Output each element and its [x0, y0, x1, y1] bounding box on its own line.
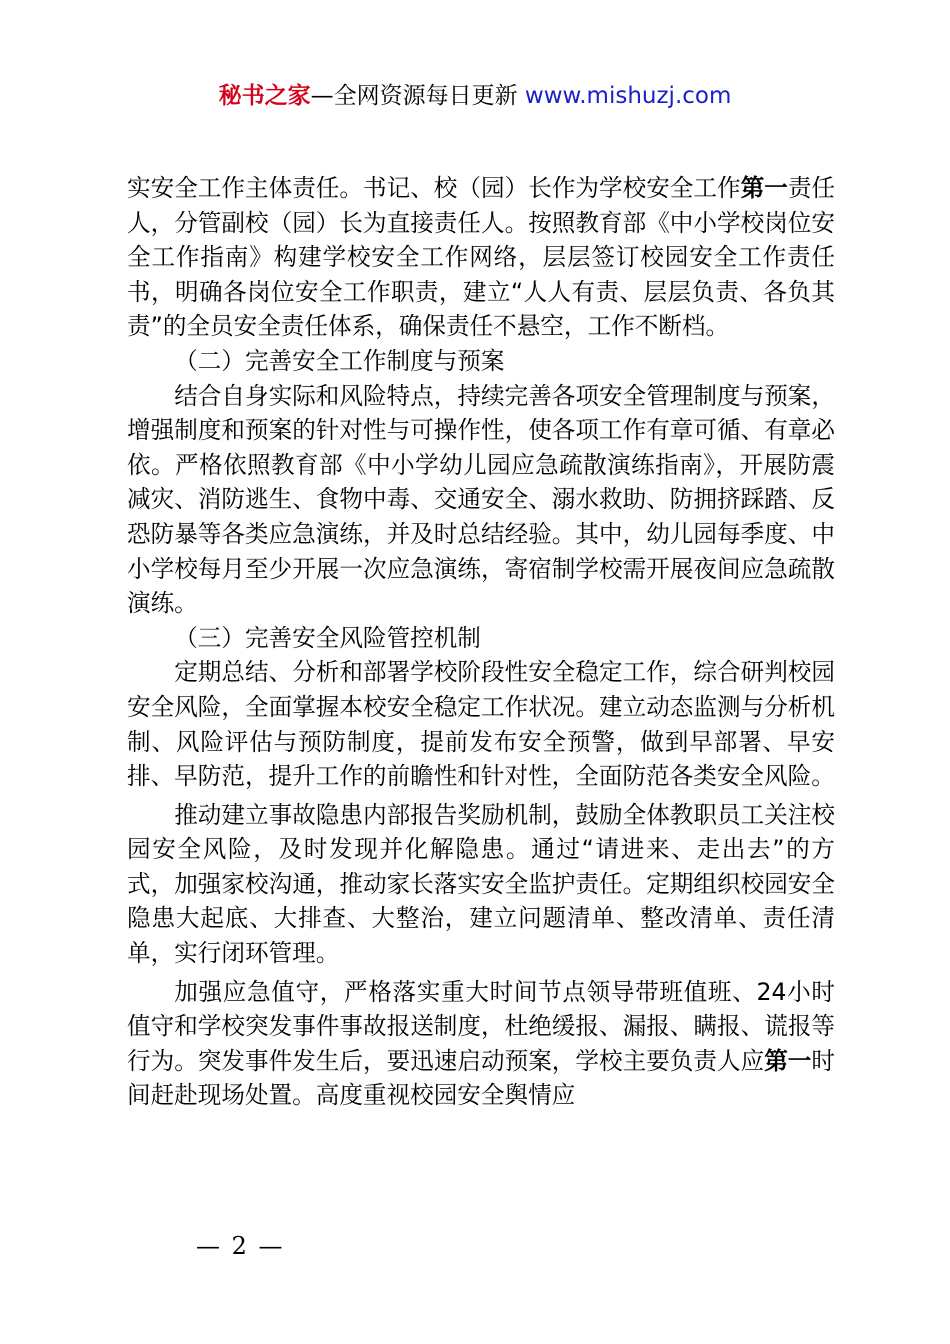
- paragraph-text: 时间赶赴现场处置。高度重视校园安全舆情应: [127, 1046, 835, 1110]
- emphasis-text: 第一: [740, 174, 788, 202]
- paragraph-text: 责任人，分管副校（园）长为直接责任人。按照教育部《中小学校岗位安全工作指南》构建学校安全工作网络，层层签订校园安全工作责任书，明确各岗位安全工作职责，建立“人人有责、层层负责、各负其责”的全员安全责任体系，确保责任不悬空，工作不断档。: [127, 174, 836, 341]
- site-header: [0, 80, 950, 112]
- section-heading-3: （三）完善安全风险管控机制: [174, 623, 481, 652]
- paragraph-system-plans: 结合自身实际和风险特点，持续完善各项安全管理制度与预案，增强制度和预案的针对性与可操作性，使各项工作有章可循、有章必依。严格依照教育部《中小学幼儿园应急疏散演练指南》，开展防震减灾、消防逃生、食物中毒、交通安全、溺水救助、防拥挤踩踏、反恐防暴等各类应急演练，并及时总结经验。其中，幼儿园每季度、中小学校每月至少开展一次应急演练，寄宿制学校需开展夜间应急疏散演练。: [127, 381, 835, 618]
- header-slogan: 全网资源每日更新: [333, 83, 525, 109]
- paragraph-emergency-duty: [127, 975, 835, 1113]
- paragraph-text: 实安全工作主体责任。书记、校（园）长作为学校安全工作: [127, 174, 741, 202]
- paragraph-text: 加强应急值守，严格落实重大时间节点领导带班值班、24小时值守和学校突发事件事故报送制度，杜绝缓报、漏报、瞒报、谎报等行为。突发事件发生后，要迅速启动预案，学校主要负责人应: [127, 977, 835, 1075]
- paragraph-hazard-reporting: 推动建立事故隐患内部报告奖励机制，鼓励全体教职员工关注校园安全风险，及时发现并化解隐患。通过“请进来、走出去”的方式，加强家校沟通，推动家长落实安全监护责任。定期组织校园安全隐患大起底、大排查、大整治，建立问题清单、整改清单、责任清单，实行闭环管理。: [127, 800, 835, 968]
- header-dash: —: [310, 83, 334, 109]
- section-heading-2: （二）完善安全工作制度与预案: [174, 346, 505, 375]
- site-url-link[interactable]: www.mishuzj.com: [524, 83, 732, 109]
- document-body: [127, 171, 835, 1113]
- paragraph-responsibility: [127, 171, 835, 344]
- emphasis-text: 第一: [764, 1046, 812, 1075]
- site-brand: 秘书之家: [218, 83, 311, 109]
- paragraph-risk-control: 定期总结、分析和部署学校阶段性安全稳定工作，综合研判校园安全风险，全面掌握本校安全稳定工作状况。建立动态监测与分析机制、风险评估与预防制度，提前发布安全预警，做到早部署、早安排、早防范，提升工作的前瞻性和针对性，全面防范各类安全风险。: [127, 658, 835, 791]
- page-number: — 2 —: [196, 1232, 285, 1260]
